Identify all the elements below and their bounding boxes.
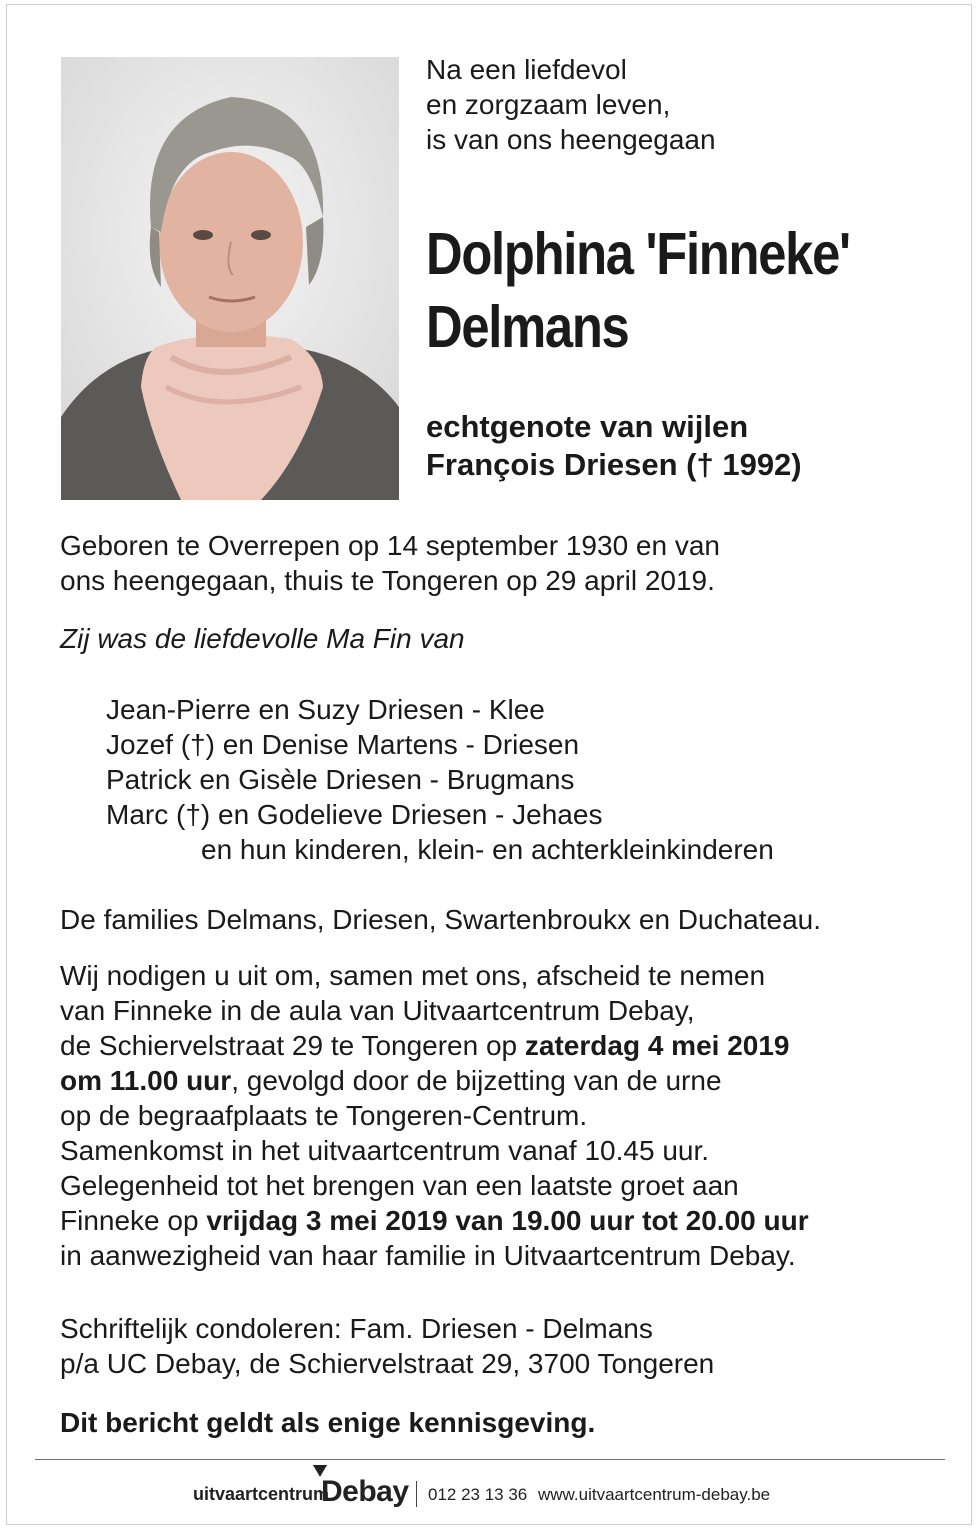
brand-small-text: uitvaartcentrum — [193, 1484, 330, 1504]
invite-line: op de begraafplaats te Tongeren-Centrum. — [60, 1100, 588, 1131]
visitation-datetime: vrijdag 3 mei 2019 van 19.00 uur tot 20.00 uur — [206, 1205, 809, 1236]
funeral-time: om 11.00 uur — [60, 1065, 232, 1096]
invite-line: Wij nodigen u uit om, samen met ons, afscheid te nemen — [60, 960, 766, 991]
intro-line: Na een liefdevol — [426, 54, 627, 85]
footer-separator — [416, 1481, 417, 1507]
child-entry: Jean-Pierre en Suzy Driesen - Klee — [106, 694, 545, 725]
brand-logo-text: Debay — [321, 1475, 409, 1508]
invite-text: , gevolgd door de bijzetting van de urne — [231, 1065, 722, 1096]
born-line-2: ons heengegaan, thuis te Tongeren op 29 april 2019. — [60, 565, 715, 596]
child-entry: Marc (†) en Godelieve Driesen - Jehaes — [106, 799, 603, 830]
invite-line — [60, 1203, 809, 1238]
born-line-1: Geboren te Overrepen op 14 september 1930 en van — [60, 530, 720, 561]
condole-line-2: p/a UC Debay, de Schiervelstraat 29, 3700 Tongeren — [60, 1348, 715, 1379]
spouse-info — [426, 408, 802, 484]
invite-line — [60, 1028, 809, 1063]
portrait-photo — [61, 57, 399, 500]
invite-line: Samenkomst in het uitvaartcentrum vanaf 10.45 uur. — [60, 1135, 710, 1166]
spouse-line-1: echtgenote van wijlen — [426, 409, 749, 444]
invite-text: de Schiervelstraat 29 te Tongeren op — [60, 1030, 525, 1061]
tagline: Zij was de liefdevolle Ma Fin van — [60, 623, 465, 654]
portrait-illustration — [61, 57, 399, 500]
spouse-line-2: François Driesen († 1992) — [426, 447, 802, 482]
child-entry: Jozef (†) en Denise Martens - Driesen — [106, 729, 580, 760]
intro-line: en zorgzaam leven, — [426, 89, 671, 120]
families-line: De families Delmans, Driesen, Swartenbroukx en Duchateau. — [60, 904, 822, 935]
website-link[interactable]: www.uitvaartcentrum-debay.be — [538, 1485, 771, 1504]
condole-line-1: Schriftelijk condoleren: Fam. Driesen - Delmans — [60, 1313, 653, 1344]
condolence-address — [60, 1311, 714, 1381]
intro-line: is van ons heengegaan — [426, 124, 716, 155]
funeral-date: zaterdag 4 mei 2019 — [524, 1030, 790, 1061]
intro-text — [426, 52, 716, 157]
footer — [0, 1459, 980, 1519]
deceased-name — [426, 218, 850, 364]
name-line-1: Dolphina 'Finneke' — [426, 221, 850, 287]
notice-statement: Dit bericht geldt als enige kennisgeving. — [60, 1407, 596, 1438]
invite-line: Gelegenheid tot het brengen van een laatste groet aan — [60, 1170, 739, 1201]
child-entry: Patrick en Gisèle Driesen - Brugmans — [106, 764, 575, 795]
invite-line: in aanwezigheid van haar familie in Uitvaartcentrum Debay. — [60, 1240, 796, 1271]
name-line-2: Delmans — [426, 294, 629, 360]
grandchildren-line: en hun kinderen, klein- en achterkleinkinderen — [201, 834, 774, 865]
invite-text: Finneke op — [60, 1205, 207, 1236]
phone-number: 012 23 13 36 — [428, 1485, 528, 1504]
children-list — [106, 692, 774, 867]
invite-line: van Finneke in de aula van Uitvaartcentrum Debay, — [60, 995, 695, 1026]
invitation-text — [60, 958, 809, 1273]
invite-line — [60, 1063, 809, 1098]
birth-death-info — [60, 528, 720, 598]
